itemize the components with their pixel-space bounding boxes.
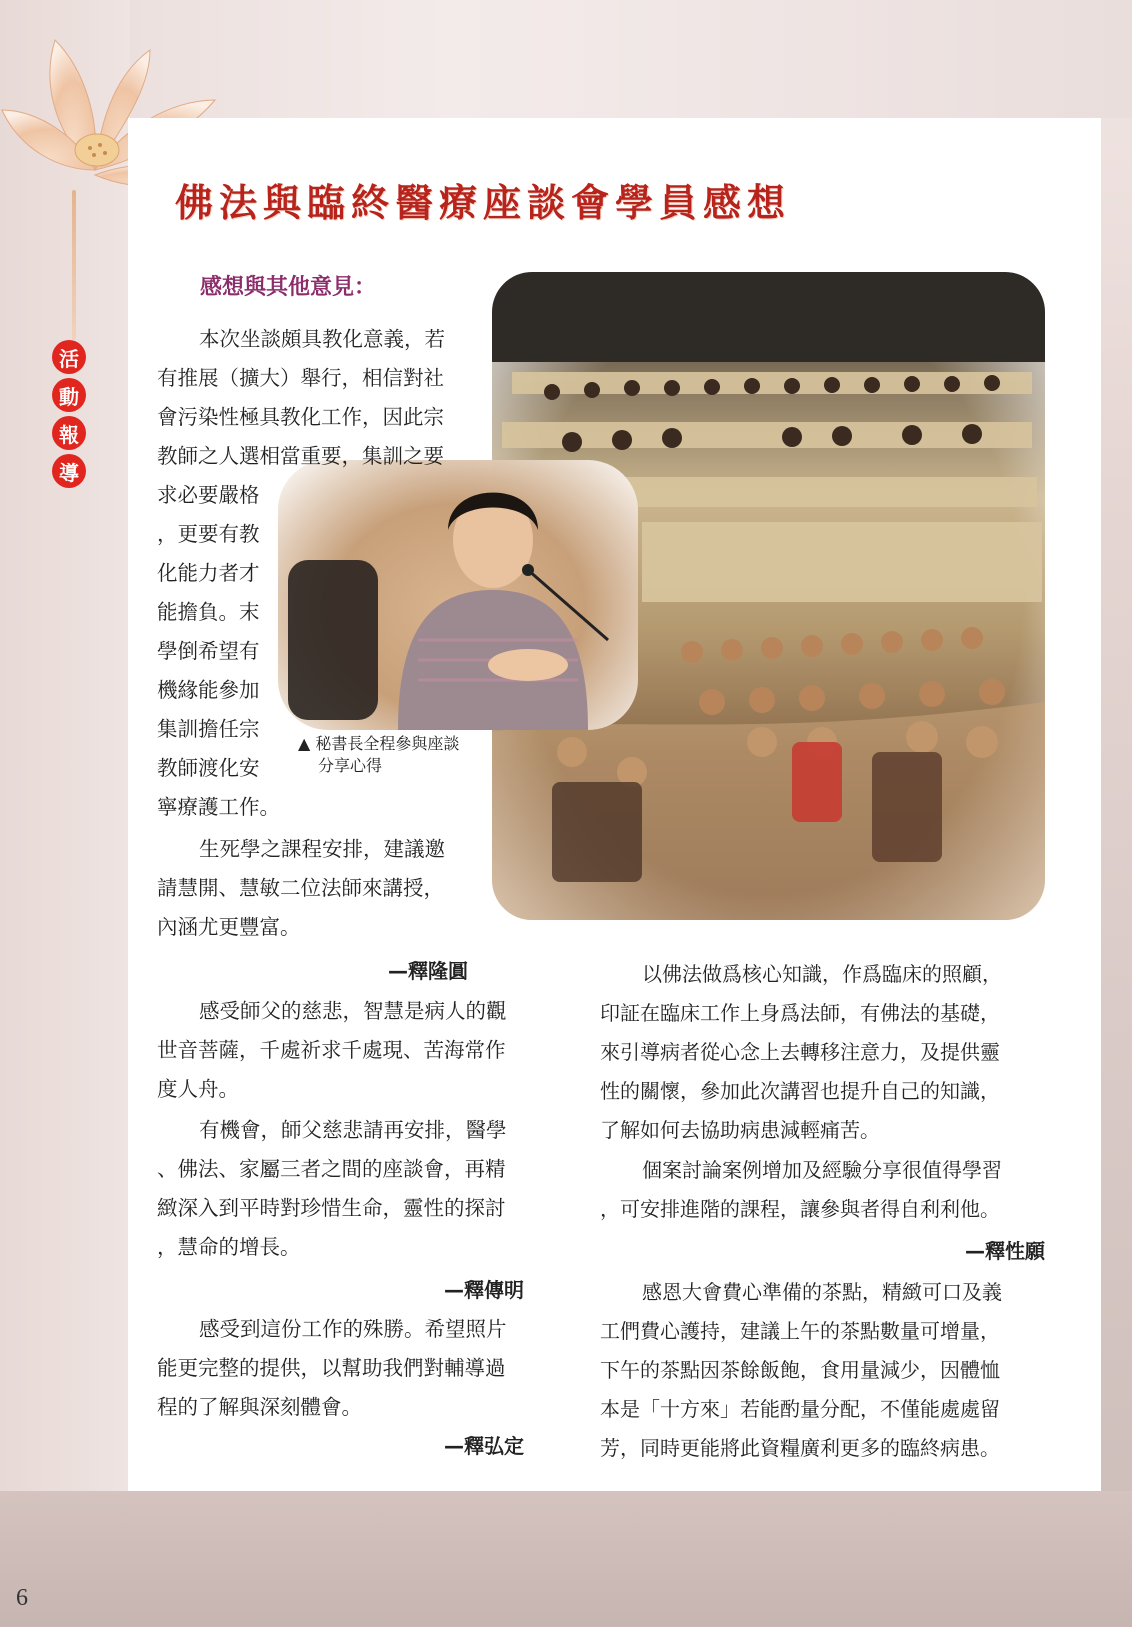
text-line: 工們費心護持，建議上午的茶點數量可增量， xyxy=(600,1319,1000,1343)
text-line: 本是「十方來」若能酌量分配，不僅能處處留 xyxy=(600,1397,1000,1421)
text-line: 芳，同時更能將此資糧廣利更多的臨終病患。 xyxy=(600,1436,1000,1460)
text-line: 內涵尤更豐富。 xyxy=(157,915,301,939)
text-line: ，更要有教 xyxy=(157,522,260,546)
text-line: 個案討論案例增加及經驗分享很值得學習 xyxy=(642,1158,1002,1182)
text-line: 性的關懷，參加此次講習也提升自己的知識， xyxy=(600,1079,1000,1103)
text-line: 世音菩薩，千處祈求千處現、苦海常作 xyxy=(157,1038,506,1062)
section-badge-char: 動 xyxy=(52,378,86,412)
text-line: 緻深入到平時對珍惜生命，靈性的探討 xyxy=(157,1196,506,1220)
author-signature: —釋隆圓 xyxy=(388,959,468,983)
text-line: 了解如何去協助病患減輕痛苦。 xyxy=(600,1118,880,1142)
paragraph xyxy=(600,1273,1002,1468)
caption-line: 分享心得 xyxy=(318,756,383,775)
section-badge-char: 報 xyxy=(52,416,86,450)
text-line: 化能力者才 xyxy=(157,561,260,585)
text-line: 學倒希望有 xyxy=(157,639,260,663)
text-line: 有推展（擴大）舉行，相信對社 xyxy=(157,366,444,390)
text-line: 感受師父的慈悲，智慧是病人的觀 xyxy=(199,999,507,1023)
paragraph xyxy=(157,830,445,947)
author-signature: —釋性願 xyxy=(965,1239,1045,1263)
text-line: 本次坐談頗具教化意義，若 xyxy=(199,327,445,351)
section-badge-char: 活 xyxy=(52,340,86,374)
text-line: 印証在臨床工作上身爲法師，有佛法的基礎， xyxy=(600,1001,1000,1025)
left-margin xyxy=(0,0,130,1627)
text-line: 度人舟。 xyxy=(157,1077,239,1101)
section-badge-char: 導 xyxy=(52,454,86,488)
text-line: 感受到這份工作的殊勝。希望照片 xyxy=(199,1317,507,1341)
lotus-stem xyxy=(72,190,76,340)
text-line: 請慧開、慧敏二位法師來講授， xyxy=(157,876,444,900)
paragraph xyxy=(600,1151,1002,1229)
text-line: 下午的茶點因茶餘飯飽，食用量減少，因體恤 xyxy=(600,1358,1000,1382)
paragraph xyxy=(157,1111,507,1267)
text-line: 能更完整的提供，以幫助我們對輔導過 xyxy=(157,1356,506,1380)
text-line: 機緣能參加 xyxy=(157,678,260,702)
text-line: 集訓擔任宗 xyxy=(157,717,260,741)
text-line: 、佛法、家屬三者之間的座談會，再精 xyxy=(157,1157,506,1181)
text-line: 寧療護工作。 xyxy=(157,795,280,819)
paragraph xyxy=(600,955,1002,1150)
author-signature: —釋弘定 xyxy=(444,1434,524,1458)
caption-line: ▲ 秘書長全程參與座談 xyxy=(298,734,460,753)
bottom-band xyxy=(0,1491,1132,1627)
text-line: 以佛法做爲核心知識，作爲臨床的照顧， xyxy=(642,962,1002,986)
text-line: 來引導病者從心念上去轉移注意力，及提供靈 xyxy=(600,1040,1000,1064)
paragraph xyxy=(157,1310,507,1427)
paragraph xyxy=(157,992,507,1109)
text-line: 生死學之課程安排，建議邀 xyxy=(199,837,445,861)
text-line: 能擔負。末 xyxy=(157,600,260,624)
text-line: 教師渡化安 xyxy=(157,756,260,780)
page-title: 佛法與臨終醫療座談會學員感想 xyxy=(175,181,792,225)
page-number: 6 xyxy=(16,1585,28,1611)
text-line: 求必要嚴格 xyxy=(157,483,260,507)
text-line: 有機會，師父慈悲請再安排，醫學 xyxy=(199,1118,507,1142)
text-line: 會污染性極具教化工作，因此宗 xyxy=(157,405,444,429)
paragraph xyxy=(157,320,445,827)
author-signature: —釋傳明 xyxy=(444,1278,524,1302)
text-line: 教師之人選相當重要，集訓之要 xyxy=(157,444,444,468)
text-line: 感恩大會費心準備的茶點，精緻可口及義 xyxy=(642,1280,1002,1304)
text-line: ，慧命的增長。 xyxy=(157,1235,301,1259)
section-subtitle: 感想與其他意見： xyxy=(200,275,377,300)
text-line: 程的了解與深刻體會。 xyxy=(157,1395,362,1419)
text-line: ，可安排進階的課程，讓參與者得自利利他。 xyxy=(600,1197,1000,1221)
